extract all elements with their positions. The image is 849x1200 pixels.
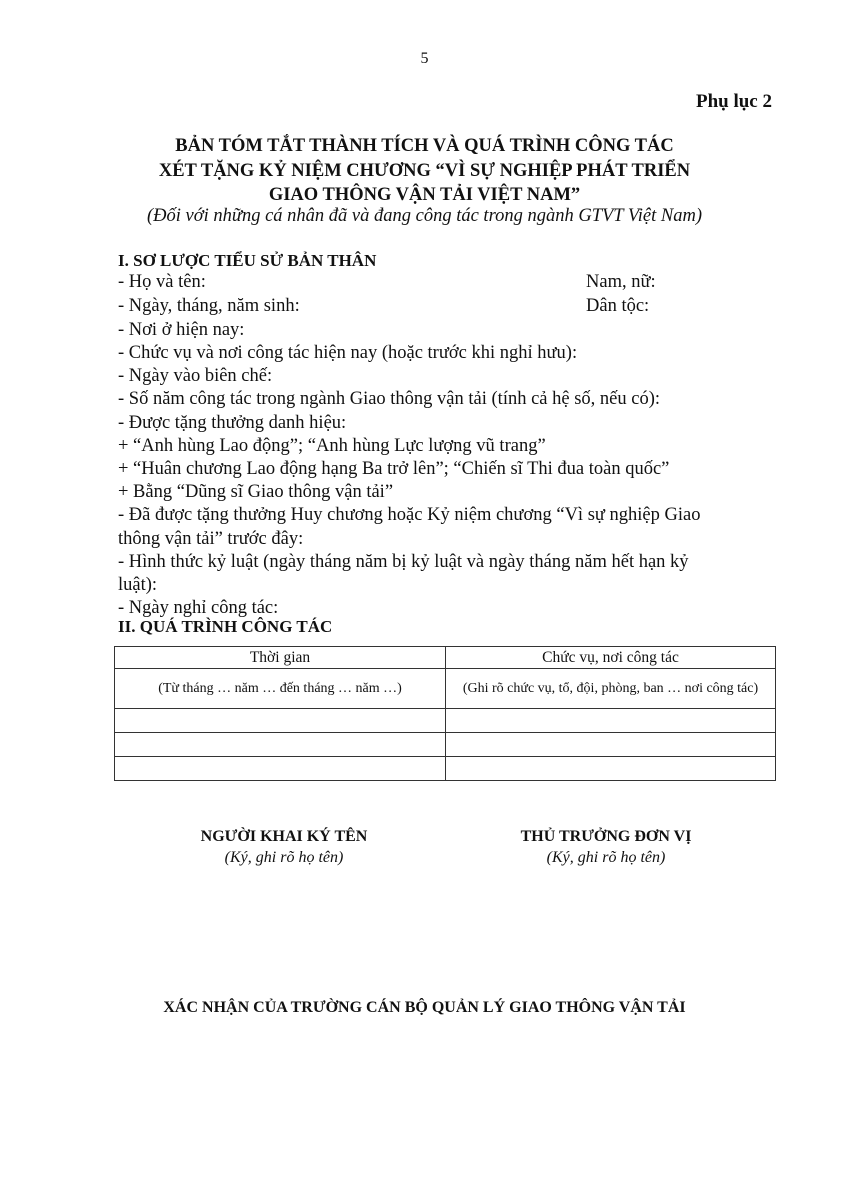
title-line-3: GIAO THÔNG VẬN TẢI VIỆT NAM” bbox=[268, 185, 581, 205]
declarant-signature-title: NGƯỜI KHAI KÝ TÊN bbox=[200, 828, 368, 845]
award-item-medal: + “Huân chương Lao động hạng Ba trở lên”; “Chiến sĩ Thi đua toàn quốc” bbox=[118, 459, 670, 479]
field-payroll-date: - Ngày vào biên chế: bbox=[118, 366, 273, 386]
award-item-hero: + “Anh hùng Lao động”; “Anh hùng Lực lượng vũ trang” bbox=[118, 436, 546, 456]
subtitle: (Đối với những cá nhân đã và đang công tác trong ngành GTVT Việt Nam) bbox=[146, 206, 703, 226]
table-row bbox=[115, 709, 776, 733]
table-cell[interactable] bbox=[446, 709, 776, 733]
appendix-label: Phụ lục 2 bbox=[695, 91, 772, 112]
field-discipline-line-1: - Hình thức kỷ luật (ngày tháng năm bị kỷ luật và ngày tháng năm hết hạn kỷ bbox=[118, 552, 689, 572]
career-table bbox=[114, 646, 776, 781]
field-previous-medal-line-1: - Đã được tặng thưởng Huy chương hoặc Kỷ niệm chương “Vì sự nghiệp Giao bbox=[118, 505, 701, 525]
col-position-hint: (Ghi rõ chức vụ, tổ, đội, phòng, ban … nơi công tác) bbox=[446, 669, 776, 709]
table-cell[interactable] bbox=[115, 733, 446, 757]
field-discipline-line-2: luật): bbox=[118, 575, 158, 595]
field-awarded-titles: - Được tặng thưởng danh hiệu: bbox=[118, 413, 347, 433]
field-ethnicity: Dân tộc: bbox=[586, 296, 650, 316]
col-position-header: Chức vụ, nơi công tác bbox=[446, 647, 776, 669]
table-row bbox=[115, 733, 776, 757]
title-line-1: BẢN TÓM TẮT THÀNH TÍCH VÀ QUÁ TRÌNH CÔNG TÁC bbox=[175, 136, 674, 156]
title-line-2: XÉT TẶNG KỶ NIỆM CHƯƠNG “VÌ SỰ NGHIỆP PHÁT TRIỂN bbox=[158, 161, 691, 181]
unit-head-signature-hint: (Ký, ghi rõ họ tên) bbox=[546, 849, 666, 866]
field-current-position: - Chức vụ và nơi công tác hiện nay (hoặc trước khi nghỉ hưu): bbox=[118, 343, 578, 363]
section-2-heading: II. QUÁ TRÌNH CÔNG TÁC bbox=[118, 617, 333, 636]
field-date-of-birth: - Ngày, tháng, năm sinh: bbox=[118, 296, 300, 316]
page-number: 5 bbox=[420, 50, 429, 67]
field-previous-medal-line-2: thông vận tải” trước đây: bbox=[118, 529, 304, 549]
table-header-row bbox=[115, 647, 776, 669]
declarant-signature-hint: (Ký, ghi rõ họ tên) bbox=[224, 849, 344, 866]
field-gender: Nam, nữ: bbox=[586, 272, 656, 292]
table-hint-row bbox=[115, 669, 776, 709]
field-years-in-sector: - Số năm công tác trong ngành Giao thông vận tải (tính cả hệ số, nếu có): bbox=[118, 389, 661, 409]
col-time-header: Thời gian bbox=[115, 647, 446, 669]
section-1-heading: I. SƠ LƯỢC TIỂU SỬ BẢN THÂN bbox=[118, 251, 377, 270]
award-item-certificate: + Bằng “Dũng sĩ Giao thông vận tải” bbox=[118, 482, 394, 502]
table-row bbox=[115, 757, 776, 781]
table-cell[interactable] bbox=[446, 733, 776, 757]
field-full-name: - Họ và tên: bbox=[118, 272, 206, 292]
table-cell[interactable] bbox=[446, 757, 776, 781]
table-cell[interactable] bbox=[115, 709, 446, 733]
col-time-hint: (Từ tháng … năm … đến tháng … năm …) bbox=[115, 669, 446, 709]
field-current-residence: - Nơi ở hiện nay: bbox=[118, 320, 245, 340]
table-cell[interactable] bbox=[115, 757, 446, 781]
unit-head-signature-title: THỦ TRƯỞNG ĐƠN VỊ bbox=[520, 828, 692, 845]
field-retirement-date: - Ngày nghỉ công tác: bbox=[118, 598, 279, 618]
confirmation-heading: XÁC NHẬN CỦA TRƯỜNG CÁN BỘ QUẢN LÝ GIAO THÔNG VẬN TẢI bbox=[163, 999, 686, 1016]
